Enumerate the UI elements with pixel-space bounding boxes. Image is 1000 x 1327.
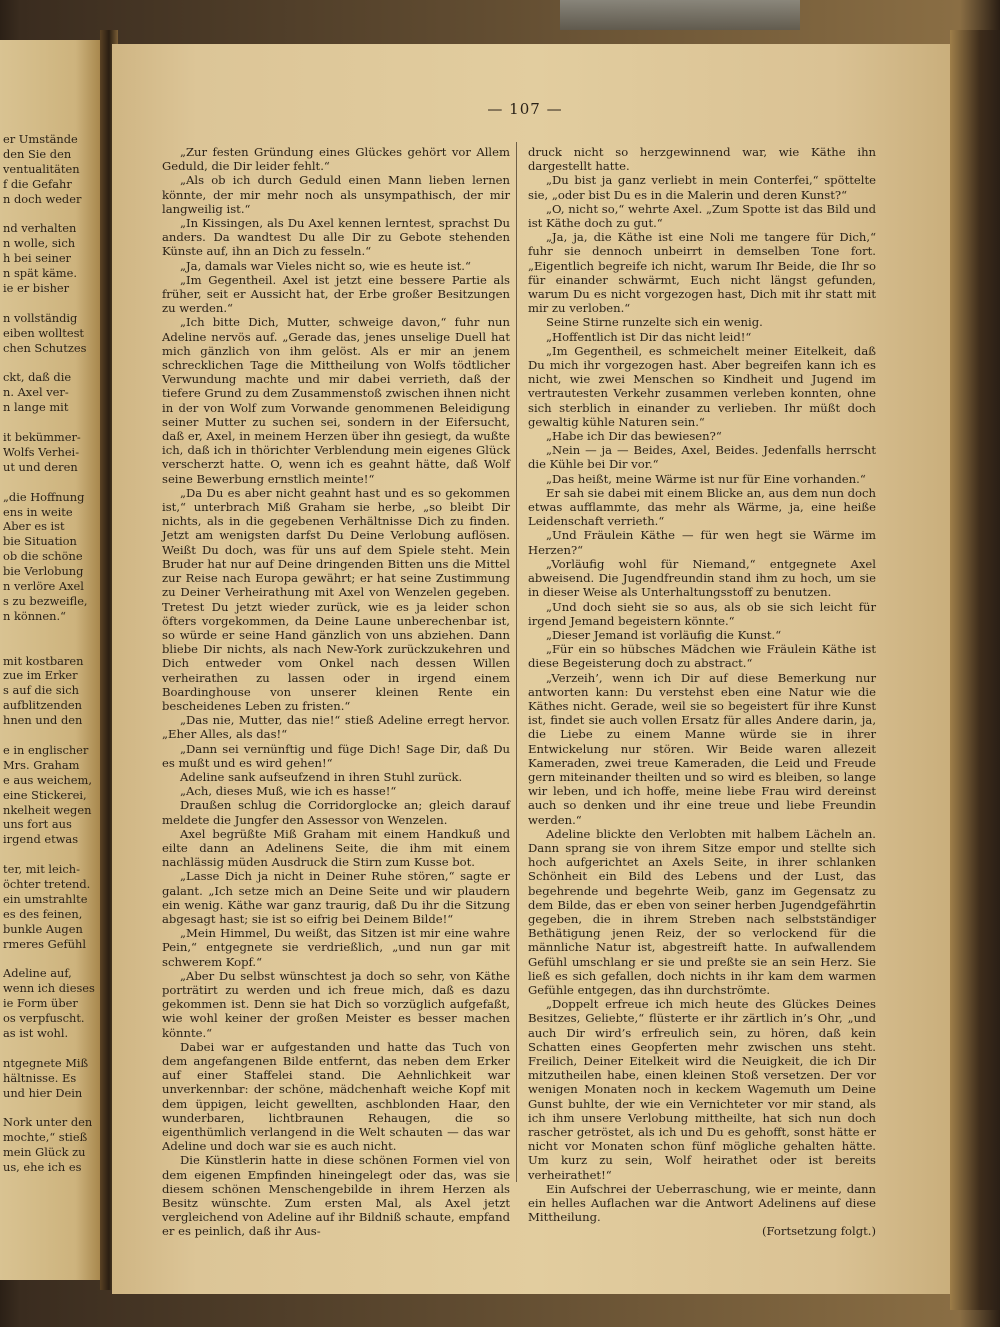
paragraph: „O, nicht so,“ wehrte Axel. „Zum Spotte ist das Bild und ist Käthe doch zu gut.“ <box>528 201 876 231</box>
margin-fragment-line: ob die schöne <box>3 549 83 564</box>
margin-fragment-line: n können.“ <box>3 608 66 623</box>
margin-fragment-line: mit kostbaren <box>3 653 84 668</box>
paragraph: „Doppelt erfreue ich mich heute des Glückes Deines Besitzes, Geliebte,“ flüsterte er ihr zärtlich in’s Ohr, „und auch Dir wird’s erfreulich sein, zu hören, daß kein Schatten eines Geopferten mehr zwischen uns steht. Freilich, Deiner Eitelkeit wird die Neuigkeit, die ich Dir mitzutheilen habe, einen kleinen Stoß versetzen. Der vor wenigen Monaten noch in keckem Wagemuth um Deine Gunst buhlte, der wie ein Vernichteter vor mir stand, als ich ihm unsere Verlobung mittheilte, hat sich nun doch rascher getröstet, als ich und Du es gehofft, sonst hätte er nicht vor Monaten schon fünf mögliche gehalten hätte. Um kurz zu sein, Wolf heirathet oder ist bereits verheirathet!“ <box>528 997 876 1182</box>
margin-fragment-line: n vollständig <box>3 310 78 325</box>
margin-fragment-line: s zu bezweifle, <box>3 593 88 608</box>
margin-fragment-line: es des feinen, <box>3 906 83 921</box>
paragraph: „Ich bitte Dich, Mutter, schweige davon,“ fuhr nun Adeline nervös auf. „Gerade das, jenes unselige Duell hat mich gänzlich von ihm gelöst. Als er mir an jenem schrecklichen Tage die Mittheilung von Wolfs tödtlicher Verwundung machte und mir dabei verrieth, daß der tiefere Grund zu dem Zusammenstoß zwischen ihnen nicht in der von Wolf zum Vorwande genommenen Beleidigung seiner Mutter zu suchen sei, sondern in der Eifersucht, daß er, Axel, in meinem Herzen über ihn gesiegt, da wußte ich, daß ich in thörichter Verblendung mein eigenes Glück verscherzt hatte. O, wenn ich es geahnt hätte, daß Wolf seine Bewerbung ernstlich meinte!“ <box>162 315 510 486</box>
paragraph: „Vorläufig wohl für Niemand,“ entgegnete Axel abweisend. Die Jugendfreundin stand ihm zu hoch, um sie in dieser Weise als Unterhaltungsstoff zu benutzen. <box>528 556 876 600</box>
margin-fragment-line: n wolle, sich <box>3 236 76 251</box>
margin-fragment-line: s auf die sich <box>3 683 79 698</box>
paragraph: „Das heißt, meine Wärme ist nur für Eine vorhanden.“ <box>546 471 866 486</box>
paragraph: „Zur festen Gründung eines Glückes gehört vor Allem Geduld, die Dir leider fehlt.“ <box>162 145 510 174</box>
margin-fragment-line: mein Glück zu <box>3 1145 86 1160</box>
margin-fragment-line: chen Schutzes <box>3 340 87 355</box>
paragraph: „Im Gegentheil. Axel ist jetzt eine bessere Partie als früher, seit er Aussicht hat, der Erbe großer Besitzungen zu werden.“ <box>162 272 510 316</box>
paragraph: „Mein Himmel, Du weißt, das Sitzen ist mir eine wahre Pein,“ entgegnete sie verdrießlich, „und nun gar mit schwerem Kopf.“ <box>162 926 510 969</box>
margin-fragment-line: bunkle Augen <box>3 921 83 936</box>
margin-fragment-line: den Sie den <box>3 146 72 161</box>
margin-fragment-line: öchter tretend. <box>3 877 91 891</box>
paragraph: Draußen schlug die Corridorglocke an; gleich darauf meldete die Jungfer den Assessor von Wenzelen. <box>162 798 510 827</box>
margin-fragment-line: nd verhalten <box>3 221 77 236</box>
margin-fragment-line: ens in weite <box>3 504 73 519</box>
margin-fragment-line: Aber es ist <box>3 519 65 534</box>
paragraph: Seine Stirne runzelte sich ein wenig. <box>546 315 763 330</box>
paragraph: „Als ob ich durch Geduld einen Mann lieben lernen könnte, der mir mehr noch als unsympathisch, der mir langweilig ist.“ <box>162 173 510 216</box>
margin-fragment-line: bie Situation <box>3 534 77 549</box>
margin-fragment-line: „die Hoffnung <box>3 489 85 504</box>
margin-fragment-line: zue im Erker <box>3 668 78 683</box>
margin-fragment-line: n. Axel ver- <box>3 385 69 400</box>
margin-fragment-line: e in englischer <box>3 742 89 757</box>
paragraph: druck nicht so herzgewinnend war, wie Käthe ihn dargestellt hatte. <box>528 145 876 174</box>
paragraph: „Nein — ja — Beides, Axel, Beides. Jedenfalls herrscht die Kühle bei Dir vor.“ <box>528 443 876 472</box>
margin-fragment-line: hnen und den <box>3 713 83 728</box>
margin-fragment-line: Wolfs Verhei- <box>3 444 80 459</box>
paragraph: Die Künstlerin hatte in diese schönen Formen viel von dem eigenen Empfinden hineingelegt oder das, was sie diesem schönen Menschengebilde in ihrem Herzen als Besitz wünschte. Zum ersten Mal, als Axel jetzt vergleichend von Adeline auf ihr Bildniß schaute, empfand er es peinlich, daß ihr Aus- <box>162 1153 510 1239</box>
paragraph: „Im Gegentheil, es schmeichelt meiner Eitelkeit, daß Du mich ihr vorgezogen hast. Aber begreifen kann ich es nicht, wie zwei Menschen so Kindheit und Jugend im vertrautesten Verkehr zusammen verleben konnten, ohne sich sterblich in einander zu verlieben. Ihr müßt doch gewaltig kühle Naturen sein.“ <box>528 343 876 429</box>
paragraph: „In Kissingen, als Du Axel kennen lerntest, sprachst Du anders. Da wandtest Du alle Dir zu Gebote stehenden Künste auf, ihn an Dich zu fesseln.“ <box>162 216 510 259</box>
margin-fragment-line: ntgegnete Miß <box>3 1055 89 1070</box>
margin-fragment-line: ein umstrahlte <box>3 891 88 906</box>
paragraph: „Da Du es aber nicht geahnt hast und es so gekommen ist,“ unterbrach Miß Graham sie herbe, „so bleibt Dir nichts, als in die gegebenen Verhältnisse Dich zu finden. Jetzt am wenigsten darfst Du Deine Verlobung auflösen. Weißt Du doch, was für uns auf dem Spiele steht. Mein Bruder hat nur auf Deine dringenden Bitten uns die Mittel zur Reise nach Europa gewährt; er hat seine Zustimmung zu Deiner Verheirathung mit Axel von Wenzelen gegeben. Tretest Du jetzt wieder zurück, wie es ja leider schon öfters vorgekommen, da Deine Laune unberechenbar ist, so würde er seine Hand gänzlich von uns abziehen. Dann bliebe Dir nichts, als nach New-York zurückzukehren und Dich entweder vom Onkel nach dessen Willen verheirathen zu lassen oder in irgend einem Boardinghouse von unserer kleinen Rente ein bescheidenes Leben zu fristen.“ <box>162 485 510 713</box>
margin-fragment-line: eine Stickerei, <box>3 787 87 802</box>
margin-fragment-line: n doch weder <box>3 191 82 206</box>
paragraph: „Und doch sieht sie so aus, als ob sie sich leicht für irgend Jemand begeistern könnte.“ <box>528 599 876 628</box>
page-number: — 107 — <box>487 100 563 118</box>
margin-fragment-line: n verlöre Axel <box>3 579 84 593</box>
column-rule <box>516 142 517 1182</box>
margin-fragment-line: rmeres Gefühl <box>3 936 87 951</box>
paragraph: Er sah sie dabei mit einem Blicke an, aus dem nun doch etwas aufflammte, das mehr als Wärme, ja, eine heiße Leidenschaft verrieth.“ <box>528 485 876 529</box>
paragraph: „Ja, damals war Vieles nicht so, wie es heute ist.“ <box>180 258 471 273</box>
margin-fragment-line: ie er bisher <box>3 281 70 295</box>
paragraph: „Dann sei vernünftig und füge Dich! Sage Dir, daß Du es mußt und es wird gehen!“ <box>162 741 510 770</box>
paragraph: „Habe ich Dir das bewiesen?“ <box>546 429 722 444</box>
paragraph: „Aber Du selbst wünschtest ja doch so sehr, von Käthe porträtirt zu werden und ich freue mich, daß es dazu gekommen ist. Denn sie hat Dich so vorzüglich aufgefaßt, wie wohl keiner der großen Meister es besser machen könnte.“ <box>162 968 510 1040</box>
paragraph: „Und Fräulein Käthe — für wen hegt sie Wärme im Herzen?“ <box>528 528 876 557</box>
margin-fragment-line: eiben wolltest <box>3 325 85 340</box>
paragraph: Adeline blickte den Verlobten mit halbem Lächeln an. Dann sprang sie von ihrem Sitze empor und stellte sich hoch aufgerichtet an Axels Seite, in ihrer schlanken Schönheit ein Bild des Lebens und der Lust, das begehrende und begehrte Weib, ganz im Gegensatz zu dem Bilde, das er eben von seiner herben Jugendgefährtin gegeben, die in ihrem Streben nach selbstständiger Bethätigung jenen Reiz, der so verlockend für die männliche Natur ist, abgestreift hatte. In aufwallendem Gefühl umschlang er sie und preßte sie an sein Herz. Sie ließ es sich gefallen, doch nichts in ihr kam dem warmen Gefühle entgegen, das ihn durchströmte. <box>528 826 876 997</box>
paragraph: „Ach, dieses Muß, wie ich es hasse!“ <box>180 784 397 799</box>
paragraph: „Lasse Dich ja nicht in Deiner Ruhe stören,“ sagte er galant. „Ich setze mich an Deine Seite und wir plaudern ein wenig. Käthe war ganz traurig, daß Du ihr die Sitzung abgesagt hast; sie ist so eifrig bei Deinem Bilde!“ <box>162 869 510 926</box>
margin-fragment-line: Nork unter den <box>3 1115 93 1130</box>
margin-fragment-line: f die Gefahr <box>3 176 72 191</box>
paragraph: Adeline sank aufseufzend in ihren Stuhl zurück. <box>180 769 463 784</box>
margin-fragment-line: it bekümmer- <box>3 430 81 444</box>
paragraph: „Für ein so hübsches Mädchen wie Fräulein Käthe ist diese Begeisterung doch zu abstract.“ <box>528 642 876 671</box>
paragraph: „Verzeih’, wenn ich Dir auf diese Bemerkung nur antworten kann: Du verstehst eben eine Natur wie die Käthes nicht. Gerade, weil sie so begeistert für ihre Kunst ist, findet sie auch vollen Ersatz für alles Andere darin, ja, die Liebe zu einem Manne würde sie in ihrer Entwickelung nur stören. Wir Beide waren allezeit Kameraden, zwei treue Kameraden, die Leid und Freude gern miteinander theilten und so wird es bleiben, so lange wir leben, und ich hoffe, meine liebe Frau wird dereinst auch so denken und ihr eine treue und liebe Freundin werden.“ <box>528 670 876 827</box>
margin-fragment-line: uns fort aus <box>3 817 72 832</box>
tape-strip <box>560 0 800 30</box>
margin-fragment-line: e aus weichem, <box>3 772 92 787</box>
margin-fragment-line: h bei seiner <box>3 251 72 266</box>
paragraph: „Du bist ja ganz verliebt in mein Conterfei,“ spöttelte sie, „oder bist Du es in die Malerin und deren Kunst?“ <box>528 173 876 202</box>
margin-fragment-line: ut und deren <box>3 459 78 474</box>
margin-fragment-line: us, ehe ich es <box>3 1160 82 1175</box>
margin-fragment-line: bie Verlobung <box>3 564 84 579</box>
margin-fragment-line: Adeline auf, <box>3 966 72 981</box>
margin-fragment-line: os verpfuscht. <box>3 1011 85 1026</box>
margin-fragment-line: ie Form über <box>3 996 78 1011</box>
paragraph: „Ja, ja, die Käthe ist eine Noli me tangere für Dich,“ fuhr sie dennoch unbeirrt in demselben Tone fort. „Eigentlich begreife ich nicht, warum Ihr Beide, die Ihr so für einander schwärmt, Euch nicht längst gefunden, warum Du es nicht vorgezogen hast, Dich mit ihr statt mit mir zu verloben.“ <box>528 230 876 316</box>
margin-fragment-line: n spät käme. <box>3 266 77 281</box>
margin-fragment-line: er Umstände <box>3 132 78 146</box>
paragraph: „Dieser Jemand ist vorläufig die Kunst.“ <box>546 627 782 642</box>
left-page-fragment <box>0 40 108 1280</box>
text-column-right <box>528 145 876 1239</box>
paragraph: Ein Aufschrei der Ueberraschung, wie er meinte, dann ein helles Auflachen war die Antwort Adelinens auf diese Mittheilung. <box>528 1181 876 1225</box>
margin-fragment-line: aufblitzenden <box>3 698 82 713</box>
page-edge <box>950 30 1000 1310</box>
margin-fragment-line: Mrs. Graham <box>3 757 80 772</box>
margin-fragment-line: ventualitäten <box>3 161 80 176</box>
paragraph: Dabei war er aufgestanden und hatte das Tuch von dem angefangenen Bilde entfernt, das neben dem Erker auf einer Staffelei stand. Die Aehnlichkeit war unverkennbar: der schöne, mädchenhaft weiche Kopf mit dem üppigen, leicht gewellten, aschblonden Haar, den wunderbaren, lichtbraunen Rehaugen, die so eigenthümlich verlangend in die Welt schauten — das war Adeline und doch war sie es auch nicht. <box>162 1039 510 1154</box>
margin-fragment-line: wenn ich dieses <box>3 981 95 996</box>
margin-fragment-line: hältnisse. Es <box>3 1070 77 1085</box>
text-column-left <box>162 145 510 1239</box>
margin-fragment-line: mochte,“ stieß <box>3 1130 88 1145</box>
paragraph: „Hoffentlich ist Dir das nicht leid!“ <box>546 329 752 344</box>
margin-fragment-line: irgend etwas <box>3 832 79 847</box>
paragraph: Axel begrüßte Miß Graham mit einem Handkuß und eilte dann an Adelinens Seite, die ihm mit einem nachlässig müden Ausdruck die Stirn zum Kusse bot. <box>162 826 510 870</box>
margin-fragment-line: nkelheit wegen <box>3 802 92 817</box>
continuation-note: (Fortsetzung folgt.) <box>761 1224 876 1239</box>
margin-fragment-line: as ist wohl. <box>3 1026 69 1040</box>
margin-fragment-line: ckt, daß die <box>3 370 72 385</box>
margin-fragment-line: n lange mit <box>3 400 69 415</box>
margin-fragment-line: und hier Dein <box>3 1085 83 1100</box>
paragraph: „Das nie, Mutter, das nie!“ stieß Adeline erregt hervor. „Eher Alles, als das!“ <box>162 713 510 742</box>
margin-fragment-line: ter, mit leich- <box>3 862 80 877</box>
